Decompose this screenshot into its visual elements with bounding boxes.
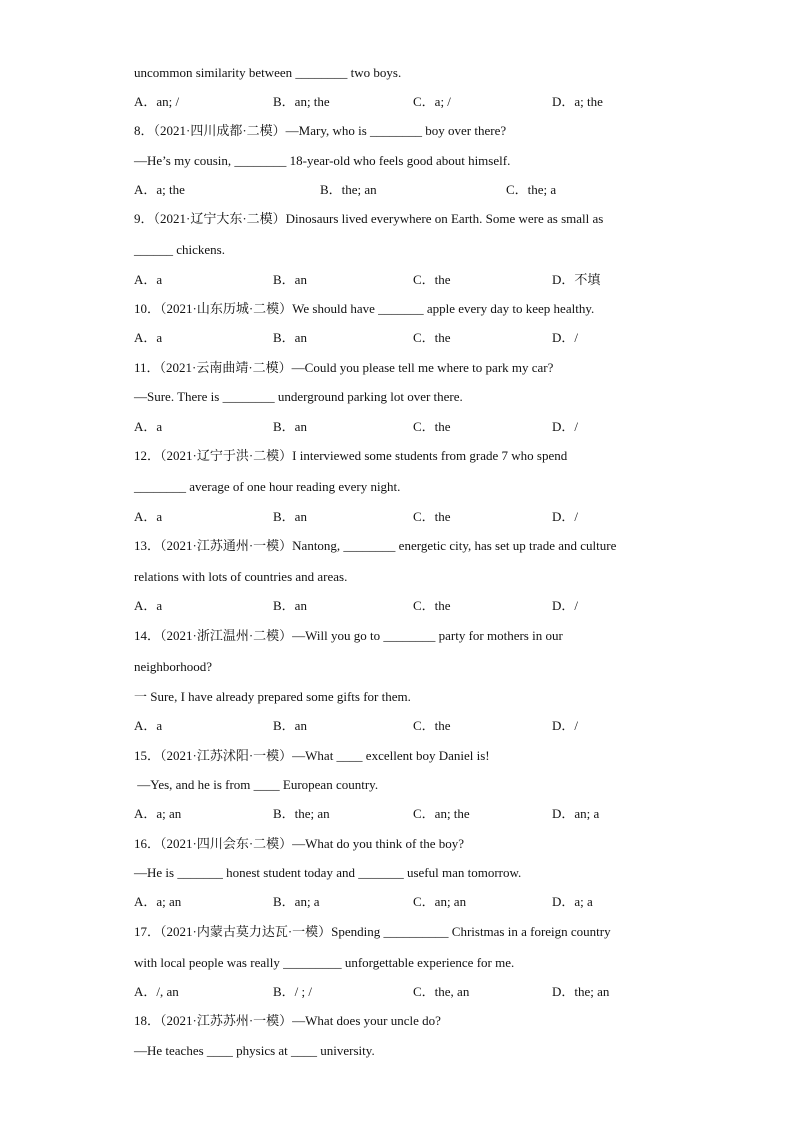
question-line: 15．（2021·江苏沭阳·一模）—What ____ excellent boy Daniel is! (134, 748, 490, 763)
question-line: 14．（2021·浙江温州·二模）—Will you go to ________ party for mothers in our (134, 628, 563, 643)
answer-option: D．a; a (552, 894, 593, 909)
answer-option: D．/ (552, 419, 579, 434)
answer-option: B．an (273, 718, 307, 733)
answer-option: C．the (413, 598, 451, 613)
question-line: 18．（2021·江苏苏州·一模）—What does your uncle do? (134, 1013, 441, 1028)
answer-option: D．/ (552, 718, 579, 733)
question-line: 13．（2021·江苏通州·一模）Nantong, ________ energetic city, has set up trade and culture (134, 538, 617, 553)
question-line: 8．（2021·四川成都·二模）—Mary, who is ________ boy over there? (134, 123, 507, 138)
question-line: neighborhood? (134, 659, 212, 674)
question-line: —Yes, and he is from ____ European country. (134, 777, 379, 792)
answer-option: D．/ (552, 330, 579, 345)
answer-option: C．the (413, 330, 451, 345)
answer-option: B．an (273, 419, 307, 434)
answer-option: A．a (134, 419, 163, 434)
answer-option: A．a; an (134, 806, 182, 821)
answer-option: B．an (273, 598, 307, 613)
answer-option: C．an; the (413, 806, 470, 821)
question-line: with local people was really _________ unforgettable experience for me. (134, 955, 515, 970)
question-line: —He teaches ____ physics at ____ university. (134, 1043, 375, 1058)
answer-option: B．an (273, 272, 307, 287)
answer-option: A．a (134, 272, 163, 287)
question-line: 11．（2021·云南曲靖·二模）—Could you please tell me where to park my car? (134, 360, 554, 375)
answer-option: A．a; an (134, 894, 182, 909)
question-line: —He’s my cousin, ________ 18-year-old who feels good about himself. (134, 153, 511, 168)
question-line: 一 Sure, I have already prepared some gifts for them. (134, 689, 411, 704)
answer-option: C．the; a (506, 182, 557, 197)
answer-option: B．an; the (273, 94, 330, 109)
answer-option: C．the (413, 419, 451, 434)
answer-option: D．/ (552, 509, 579, 524)
question-line: 17．（2021·内蒙古莫力达瓦·一模）Spending __________ Christmas in a foreign country (134, 924, 611, 939)
question-line: —He is _______ honest student today and _______ useful man tomorrow. (134, 865, 522, 880)
answer-option: C．the (413, 718, 451, 733)
answer-option: B．an (273, 330, 307, 345)
answer-option: B．the; an (273, 806, 330, 821)
question-line: 16．（2021·四川会东·二模）—What do you think of the boy? (134, 836, 465, 851)
answer-option: D．the; an (552, 984, 610, 999)
answer-option: B．an; a (273, 894, 320, 909)
answer-option: C．an; an (413, 894, 467, 909)
question-line: —Sure. There is ________ underground parking lot over there. (134, 389, 463, 404)
answer-option: A．a; the (134, 182, 185, 197)
answer-option: C．the (413, 509, 451, 524)
answer-option: C．the (413, 272, 451, 287)
question-line: uncommon similarity between ________ two boys. (134, 65, 402, 80)
answer-option: D．不填 (552, 272, 601, 287)
answer-option: D．a; the (552, 94, 603, 109)
answer-option: A．a (134, 330, 163, 345)
question-line: 12．（2021·辽宁于洪·二模）I interviewed some students from grade 7 who spend (134, 448, 568, 463)
question-line: 9．（2021·辽宁大东·二模）Dinosaurs lived everywhere on Earth. Some were as small as (134, 211, 604, 226)
answer-option: B．the; an (320, 182, 377, 197)
answer-option: A．a (134, 509, 163, 524)
answer-option: B．an (273, 509, 307, 524)
answer-option: A．an; / (134, 94, 180, 109)
answer-option: D．/ (552, 598, 579, 613)
answer-option: C．the, an (413, 984, 470, 999)
answer-option: A．a (134, 598, 163, 613)
answer-option: C．a; / (413, 94, 451, 109)
question-line: relations with lots of countries and areas. (134, 569, 348, 584)
answer-option: A．/, an (134, 984, 179, 999)
question-line: ________ average of one hour reading every night. (134, 479, 401, 494)
answer-option: A．a (134, 718, 163, 733)
question-line: 10．（2021·山东历城·二模）We should have _______ apple every day to keep healthy. (134, 301, 595, 316)
answer-option: D．an; a (552, 806, 600, 821)
question-line: ______ chickens. (134, 242, 225, 257)
answer-option: B．/ ; / (273, 984, 313, 999)
